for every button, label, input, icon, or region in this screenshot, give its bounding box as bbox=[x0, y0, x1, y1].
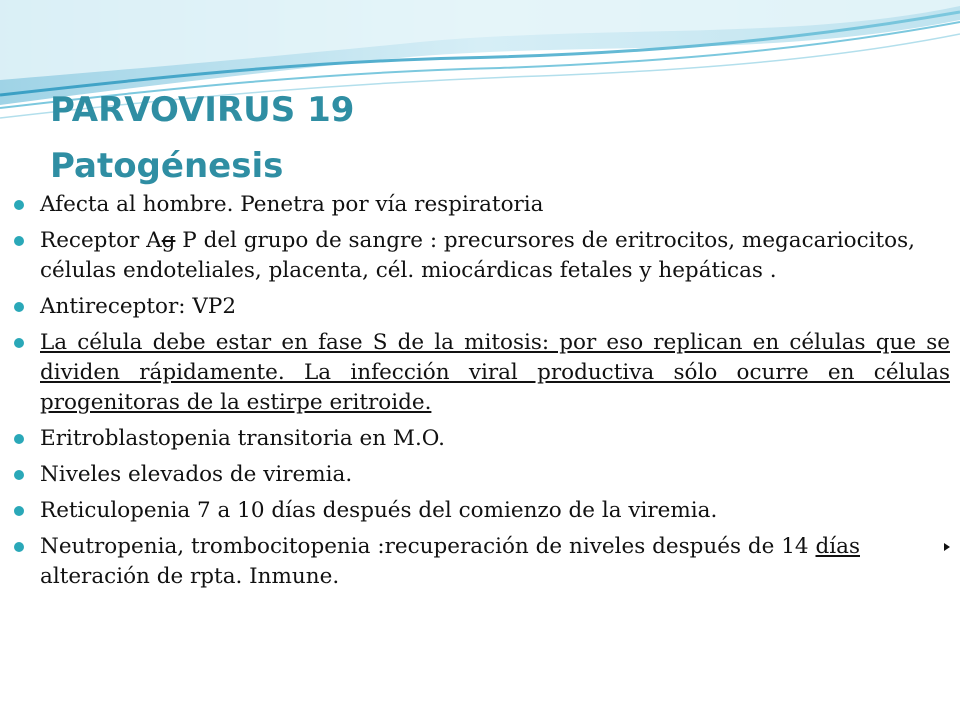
bullet-text: Eritroblastopenia transitoria en M.O. bbox=[40, 426, 445, 451]
title-line-2: Patogénesis bbox=[50, 146, 284, 186]
bullet-text-part1: Neutropenia, trombocitopenia :recuperación de niveles después de 14 bbox=[40, 534, 816, 559]
bullet-text: Reticulopenia 7 a 10 días después del comienzo de la viremia. bbox=[40, 498, 718, 523]
slide-title bbox=[50, 82, 354, 194]
dias-underlined: días bbox=[815, 534, 860, 559]
arrow-icon bbox=[860, 546, 950, 548]
bullet-list bbox=[14, 190, 950, 598]
bullet-item bbox=[14, 226, 950, 286]
bullet-item bbox=[14, 532, 950, 592]
bullet-text: Niveles elevados de viremia. bbox=[40, 462, 353, 487]
bullet-text-pre: Receptor bbox=[40, 228, 147, 253]
bullet-item bbox=[14, 190, 950, 220]
title-line-1: PARVOVIRUS 19 bbox=[50, 90, 355, 130]
bullet-item bbox=[14, 292, 950, 322]
bullet-text-part2: alteración de rpta. Inmune. bbox=[40, 564, 340, 589]
ag-letter-g-struck: g bbox=[161, 228, 176, 253]
bullet-text-post: P del grupo de sangre : precursores de eritrocitos, megacariocitos, células endoteliales, placenta, cél. miocárdicas fetales y hepáticas . bbox=[40, 228, 915, 283]
bullet-text: Antireceptor: VP2 bbox=[40, 294, 237, 319]
bullet-item bbox=[14, 460, 950, 490]
bullet-text: Afecta al hombre. Penetra por vía respiratoria bbox=[40, 192, 544, 217]
ag-letter-a: A bbox=[146, 228, 162, 253]
bullet-item bbox=[14, 496, 950, 526]
bullet-item bbox=[14, 424, 950, 454]
bullet-item bbox=[14, 328, 950, 418]
bullet-text-underlined: La célula debe estar en fase S de la mitosis: por eso replican en células que se dividen rápidamente. La infección viral productiva sólo ocurre en células progenitoras de la estirpe eritroide. bbox=[40, 330, 950, 415]
